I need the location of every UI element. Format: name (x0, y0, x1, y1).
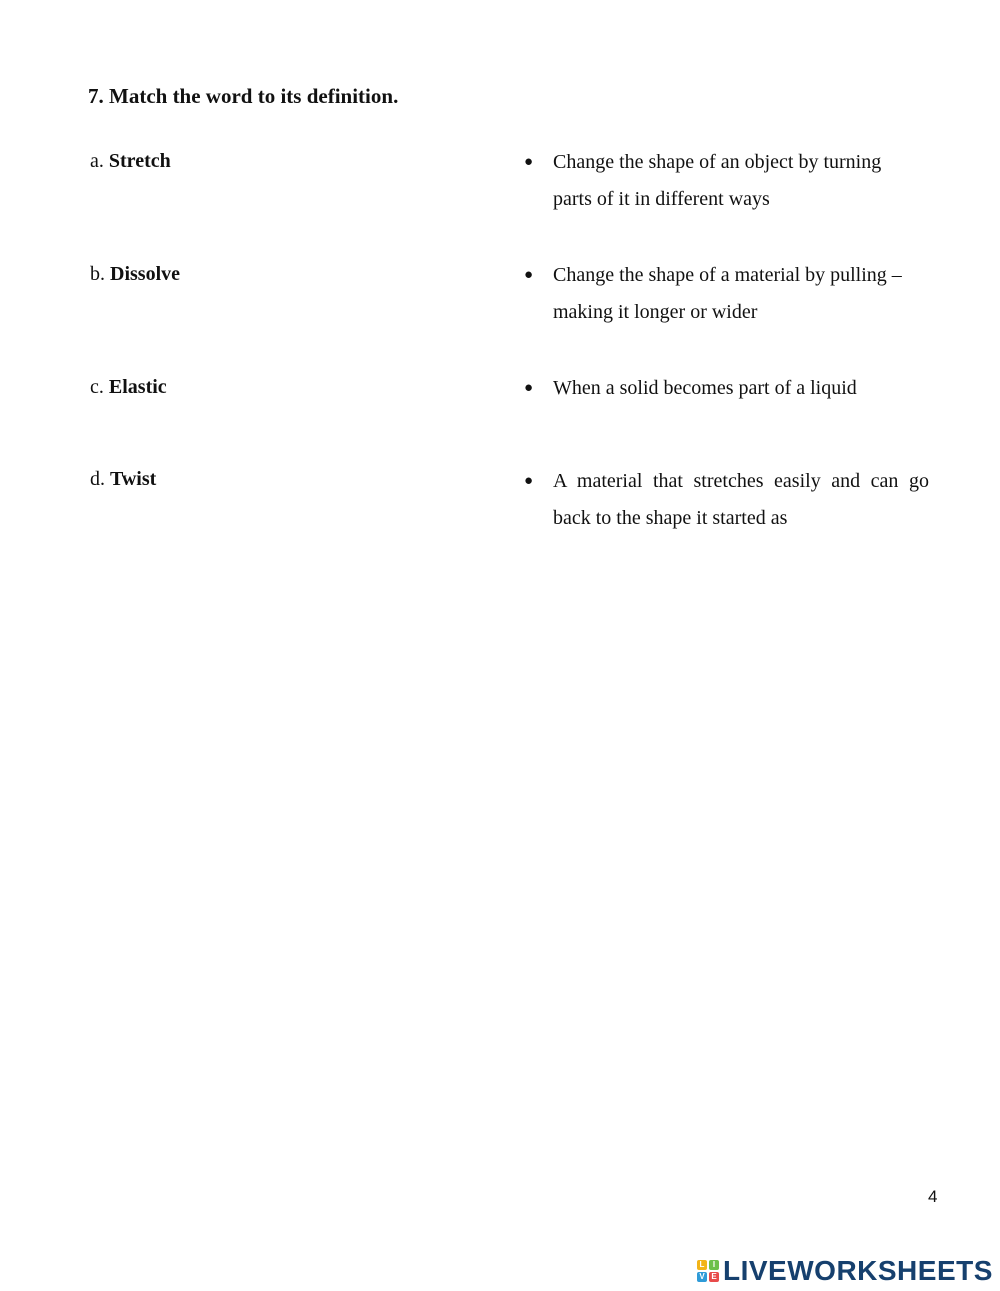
brand-name: LIVEWORKSHEETS (723, 1255, 993, 1286)
term-letter: a. (90, 150, 104, 172)
term-letter: c. (90, 376, 104, 398)
term-b (90, 263, 180, 286)
definition-1 (524, 144, 904, 218)
definition-4 (524, 463, 929, 537)
bullet-icon: ● (524, 154, 534, 170)
logo-tile: I (709, 1260, 719, 1270)
term-c (90, 376, 167, 399)
bullet-icon: ● (524, 267, 534, 283)
logo-tile: L (697, 1260, 707, 1270)
definition-3 (524, 370, 929, 407)
bullet-icon: ● (524, 473, 534, 489)
brand-logo-icon (697, 1260, 719, 1282)
definition-text: A material that stretches easily and can go back to the shape it started as (553, 470, 929, 529)
bullet-icon: ● (524, 380, 534, 396)
question-title: 7. Match the word to its definition. (88, 84, 399, 108)
definition-2 (524, 257, 929, 331)
term-d (90, 468, 156, 491)
page-number: 4 (928, 1187, 938, 1206)
definition-text: Change the shape of an object by turning parts of it in different ways (553, 151, 882, 210)
definition-text: When a solid becomes part of a liquid (553, 377, 857, 399)
brand-logo[interactable] (697, 1254, 993, 1288)
term-word: Twist (110, 468, 157, 490)
term-letter: d. (90, 468, 105, 490)
term-word: Dissolve (110, 263, 180, 285)
logo-tile: V (697, 1272, 707, 1282)
definition-text: Change the shape of a material by pulling – making it longer or wider (553, 264, 902, 323)
logo-tile: E (709, 1272, 719, 1282)
term-word: Stretch (108, 150, 171, 172)
term-letter: b. (90, 263, 105, 285)
term-word: Elastic (108, 376, 167, 398)
term-a (90, 150, 171, 173)
